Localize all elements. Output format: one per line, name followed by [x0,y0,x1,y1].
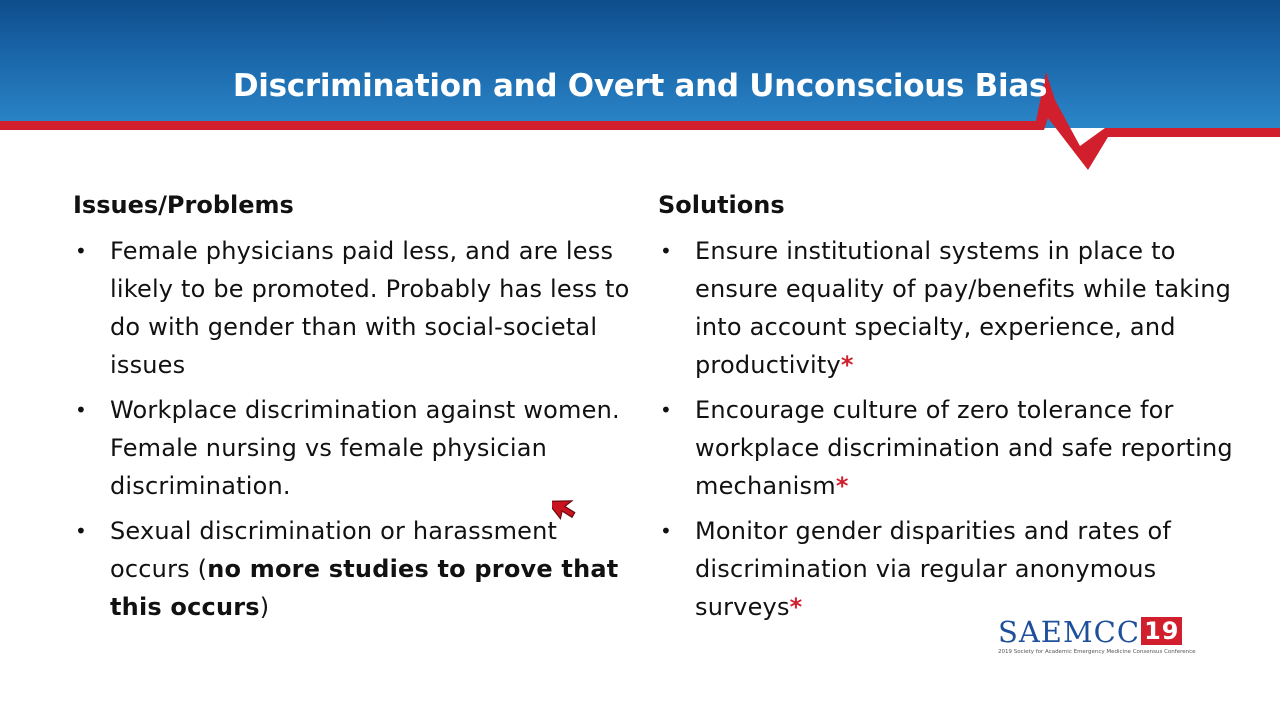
issues-heading: Issues/Problems [73,191,294,219]
issue-text: Sexual discrimination or harassment occurs ( [110,517,558,583]
issue-text: Female physicians paid less, and are less likely to be promoted. Probably has less to do with gender than with social-societal issues [110,237,630,379]
list-item [73,391,633,505]
slide-title: Discrimination and Overt and Unconscious Bias [232,68,1048,104]
list-item [658,391,1238,505]
bullet-icon: • [660,239,672,263]
solutions-list [658,232,1238,626]
issue-text-closing: ) [259,593,270,621]
issues-column [73,188,633,633]
bullet-icon: • [660,398,672,422]
logo-subtitle: 2019 Society for Academic Emergency Medicine Consensus Conference [998,649,1196,655]
solution-text: Encourage culture of zero tolerance for workplace discrimination and safe reporting mechanism [695,396,1233,500]
list-item [73,232,633,384]
asterisk-mark: * [835,472,849,500]
asterisk-mark: * [840,351,854,379]
issue-text: Workplace discrimination against women. Female nursing vs female physician discrimination. [110,396,620,500]
logo-year: 19 [1141,617,1182,645]
bullet-icon: • [660,519,672,543]
mouse-pointer-icon [552,490,582,526]
saemcc-logo [998,617,1220,657]
asterisk-mark: * [789,593,803,621]
bullet-icon: • [75,239,87,263]
list-item [658,232,1238,384]
logo-name: SAEMCC [998,615,1141,649]
solution-text: Ensure institutional systems in place to ensure equality of pay/benefits while taking into account specialty, experience, and productivity [695,237,1232,379]
issue-text-emphasis: no more studies to prove that this occurs [110,555,619,621]
solutions-heading: Solutions [658,191,785,219]
bullet-icon: • [75,398,87,422]
issues-list [73,232,633,626]
solutions-column [658,188,1238,633]
bullet-icon: • [75,519,87,543]
list-item [658,512,1238,626]
header-banner [0,0,1280,128]
list-item [73,512,633,626]
solution-text: Monitor gender disparities and rates of discrimination via regular anonymous surveys [695,517,1172,621]
